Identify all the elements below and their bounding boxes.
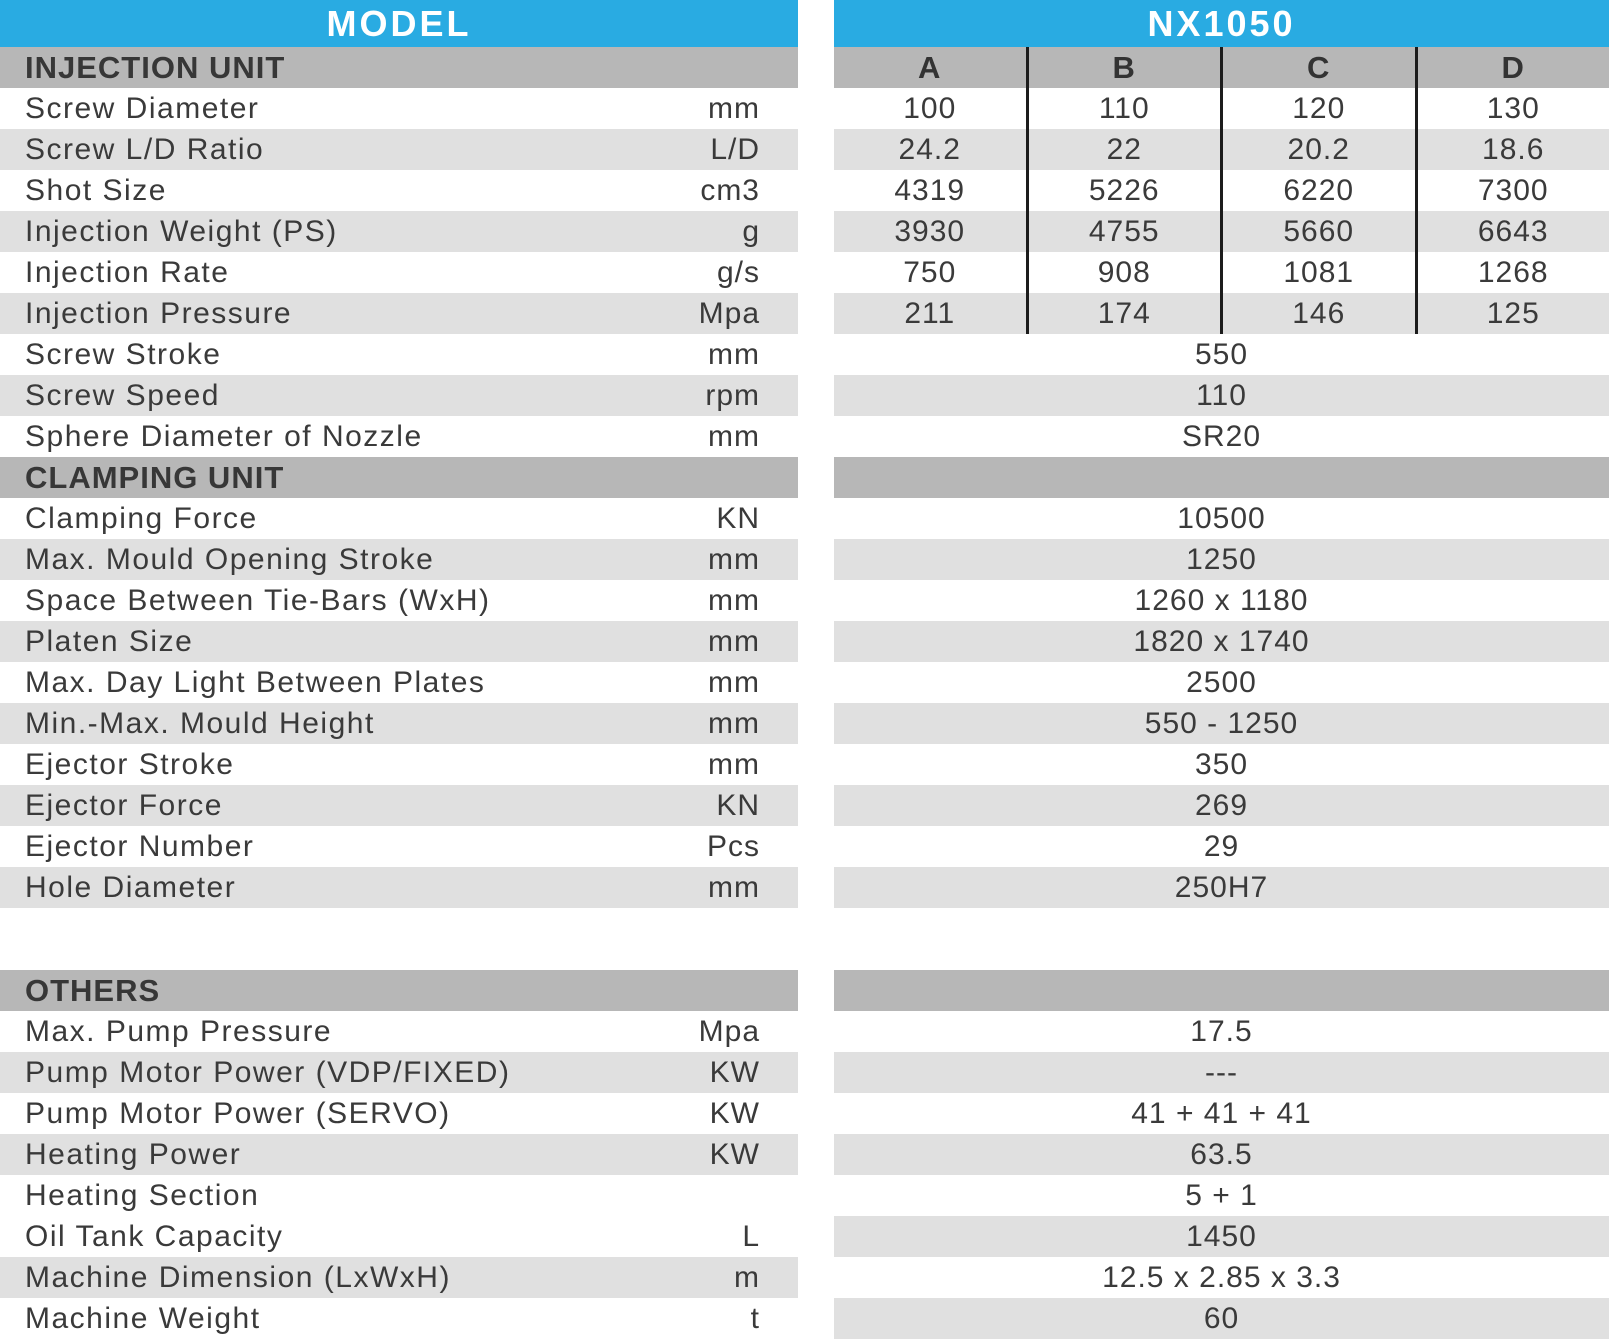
param-value: 41 + 41 + 41 (1131, 1096, 1312, 1130)
spacer-row (834, 908, 1609, 970)
param-value: 5226 (1026, 170, 1221, 211)
param-value: 7300 (1415, 170, 1609, 211)
param-unit: m (734, 1260, 760, 1294)
section-row (0, 457, 798, 498)
param-value: 550 - 1250 (1144, 706, 1299, 740)
param-label: Screw L/D Ratio (25, 132, 265, 166)
spec-row (0, 498, 798, 539)
param-unit: mm (708, 337, 760, 371)
param-unit: L/D (710, 132, 760, 166)
param-unit: KW (709, 1096, 760, 1130)
param-unit: mm (708, 542, 760, 576)
param-unit: mm (708, 624, 760, 658)
param-label: Injection Pressure (25, 296, 293, 330)
spec-row (0, 703, 798, 744)
param-label: Ejector Force (25, 788, 223, 822)
param-value: 100 (903, 91, 957, 125)
param-value: 1450 (1186, 1219, 1257, 1253)
section-title: INJECTION UNIT (25, 49, 286, 85)
param-unit: L (742, 1219, 760, 1253)
value-row (834, 1052, 1609, 1093)
value-row (834, 375, 1609, 416)
spec-row (0, 539, 798, 580)
param-label: Hole Diameter (25, 870, 237, 904)
column-header-label: C (1220, 47, 1415, 88)
param-unit: mm (708, 706, 760, 740)
value-row (834, 539, 1609, 580)
param-value: 17.5 (1190, 1014, 1253, 1048)
param-unit: mm (708, 870, 760, 904)
values-table (834, 0, 1609, 1339)
param-value: 63.5 (1190, 1137, 1253, 1171)
param-value: 110 (1026, 88, 1221, 129)
param-value: 22 (1026, 129, 1221, 170)
param-value: 1081 (1220, 252, 1415, 293)
param-value: 1260 x 1180 (1134, 583, 1309, 617)
spec-row (0, 662, 798, 703)
param-label: Ejector Stroke (25, 747, 235, 781)
spec-row (0, 580, 798, 621)
value-row (834, 621, 1609, 662)
value-row (834, 662, 1609, 703)
spacer-row (0, 908, 798, 970)
param-label: Screw Diameter (25, 91, 260, 125)
column-header-label: B (1026, 47, 1221, 88)
param-label: Screw Stroke (25, 337, 222, 371)
section-title: OTHERS (25, 972, 161, 1008)
value-columns (834, 170, 1609, 211)
param-value: 4319 (894, 173, 966, 207)
param-value: 12.5 x 2.85 x 3.3 (1102, 1260, 1341, 1294)
values-rows (834, 47, 1609, 1339)
param-label: Injection Rate (25, 255, 230, 289)
spec-row (0, 1216, 798, 1257)
param-label: Pump Motor Power (SERVO) (25, 1096, 451, 1130)
param-value: 550 (1194, 337, 1249, 371)
spec-row (0, 1134, 798, 1175)
value-row (834, 826, 1609, 867)
param-label: Clamping Force (25, 501, 258, 535)
column-header-label: D (1415, 47, 1609, 88)
value-columns (834, 88, 1609, 129)
param-value: 211 (904, 296, 956, 330)
value-row (834, 211, 1609, 252)
param-value: 5660 (1220, 211, 1415, 252)
param-label: Space Between Tie-Bars (WxH) (25, 583, 491, 617)
param-label: Shot Size (25, 173, 167, 207)
spec-row (0, 293, 798, 334)
spec-row (0, 1298, 798, 1339)
spec-row (0, 826, 798, 867)
value-columns (834, 293, 1609, 334)
param-label: Machine Dimension (LxWxH) (25, 1260, 451, 1294)
value-row (834, 1134, 1609, 1175)
value-row (834, 170, 1609, 211)
spec-row (0, 375, 798, 416)
param-unit: mm (708, 91, 760, 125)
section-band-row (834, 457, 1609, 498)
param-unit: t (750, 1301, 760, 1335)
param-value: 269 (1194, 788, 1249, 822)
section-row (0, 970, 798, 1011)
value-row (834, 867, 1609, 908)
param-label: Ejector Number (25, 829, 255, 863)
spec-row (0, 744, 798, 785)
param-value: 1820 x 1740 (1133, 624, 1310, 658)
param-label: Screw Speed (25, 378, 220, 412)
param-value: 3930 (894, 214, 966, 248)
param-label: Heating Power (25, 1137, 242, 1171)
param-unit: mm (708, 419, 760, 453)
param-value: 250H7 (1174, 870, 1269, 904)
value-row (834, 88, 1609, 129)
param-value: 24.2 (898, 132, 961, 166)
param-unit: rpm (705, 378, 760, 412)
param-label: Oil Tank Capacity (25, 1219, 284, 1253)
value-row (834, 1093, 1609, 1134)
value-row (834, 580, 1609, 621)
value-row (834, 744, 1609, 785)
param-value: 146 (1220, 293, 1415, 334)
value-row (834, 293, 1609, 334)
param-value: 2500 (1186, 665, 1257, 699)
spec-row (0, 129, 798, 170)
param-value: 130 (1415, 88, 1609, 129)
param-value: 174 (1026, 293, 1221, 334)
spec-row (0, 1257, 798, 1298)
param-unit: Mpa (698, 1014, 760, 1048)
value-row (834, 1298, 1609, 1339)
spec-row (0, 88, 798, 129)
value-row (834, 1011, 1609, 1052)
spec-row (0, 252, 798, 293)
value-row (834, 129, 1609, 170)
value-row (834, 1257, 1609, 1298)
param-value: 1268 (1415, 252, 1609, 293)
param-unit: KN (716, 501, 760, 535)
column-header-row (834, 47, 1609, 88)
param-value: 60 (1203, 1301, 1240, 1335)
param-label: Max. Pump Pressure (25, 1014, 333, 1048)
value-columns (834, 211, 1609, 252)
value-row (834, 1175, 1609, 1216)
param-unit: g/s (716, 255, 760, 289)
spec-row (0, 1093, 798, 1134)
param-value: 10500 (1177, 501, 1266, 535)
param-unit: cm3 (700, 173, 760, 207)
param-label: Pump Motor Power (VDP/FIXED) (25, 1055, 511, 1089)
param-unit: KN (716, 788, 760, 822)
parameters-table (0, 0, 798, 1339)
value-row (834, 252, 1609, 293)
param-label: Max. Mould Opening Stroke (25, 542, 435, 576)
param-value: 110 (1196, 378, 1247, 412)
value-row (834, 703, 1609, 744)
param-value: 120 (1220, 88, 1415, 129)
param-unit: mm (708, 747, 760, 781)
spec-row (0, 170, 798, 211)
param-value: 29 (1203, 829, 1240, 863)
spec-row (0, 785, 798, 826)
param-value: 6643 (1415, 211, 1609, 252)
model-header: MODEL (0, 0, 798, 47)
param-label: Max. Day Light Between Plates (25, 665, 486, 699)
param-label: Heating Section (25, 1178, 260, 1212)
param-label: Sphere Diameter of Nozzle (25, 419, 423, 453)
spec-row (0, 1011, 798, 1052)
spec-row (0, 867, 798, 908)
section-row (0, 47, 798, 88)
value-row (834, 334, 1609, 375)
spec-row (0, 1052, 798, 1093)
param-value: 4755 (1026, 211, 1221, 252)
column-header-label: A (918, 49, 942, 85)
param-value: 750 (903, 255, 957, 289)
value-row (834, 1216, 1609, 1257)
value-row (834, 416, 1609, 457)
param-label: Min.-Max. Mould Height (25, 706, 375, 740)
param-unit: Pcs (706, 829, 760, 863)
section-title: CLAMPING UNIT (25, 459, 285, 495)
section-band-row (834, 970, 1609, 1011)
param-value: 5 + 1 (1185, 1178, 1258, 1212)
param-value: 125 (1415, 293, 1609, 334)
param-value: 1250 (1186, 542, 1257, 576)
spec-row (0, 621, 798, 662)
param-unit: KW (709, 1055, 760, 1089)
param-unit: Mpa (698, 296, 760, 330)
value-columns (834, 252, 1609, 293)
param-label: Injection Weight (PS) (25, 214, 338, 248)
param-unit: KW (709, 1137, 760, 1171)
param-unit: g (742, 214, 760, 248)
column-headers (834, 47, 1609, 88)
param-label: Machine Weight (25, 1301, 261, 1335)
value-row (834, 785, 1609, 826)
param-value: 18.6 (1415, 129, 1609, 170)
param-value: 350 (1194, 747, 1249, 781)
param-value: 6220 (1220, 170, 1415, 211)
parameters-rows (0, 47, 798, 1339)
machine-model-header: NX1050 (834, 0, 1609, 47)
spec-row (0, 334, 798, 375)
param-unit: mm (708, 583, 760, 617)
param-unit: mm (708, 665, 760, 699)
param-label: Platen Size (25, 624, 194, 658)
value-row (834, 498, 1609, 539)
spec-row (0, 211, 798, 252)
spec-row (0, 416, 798, 457)
param-value: 908 (1026, 252, 1221, 293)
spec-row (0, 1175, 798, 1216)
param-value: 20.2 (1220, 129, 1415, 170)
param-value: --- (1205, 1055, 1238, 1089)
value-columns (834, 129, 1609, 170)
param-value: SR20 (1181, 419, 1262, 453)
